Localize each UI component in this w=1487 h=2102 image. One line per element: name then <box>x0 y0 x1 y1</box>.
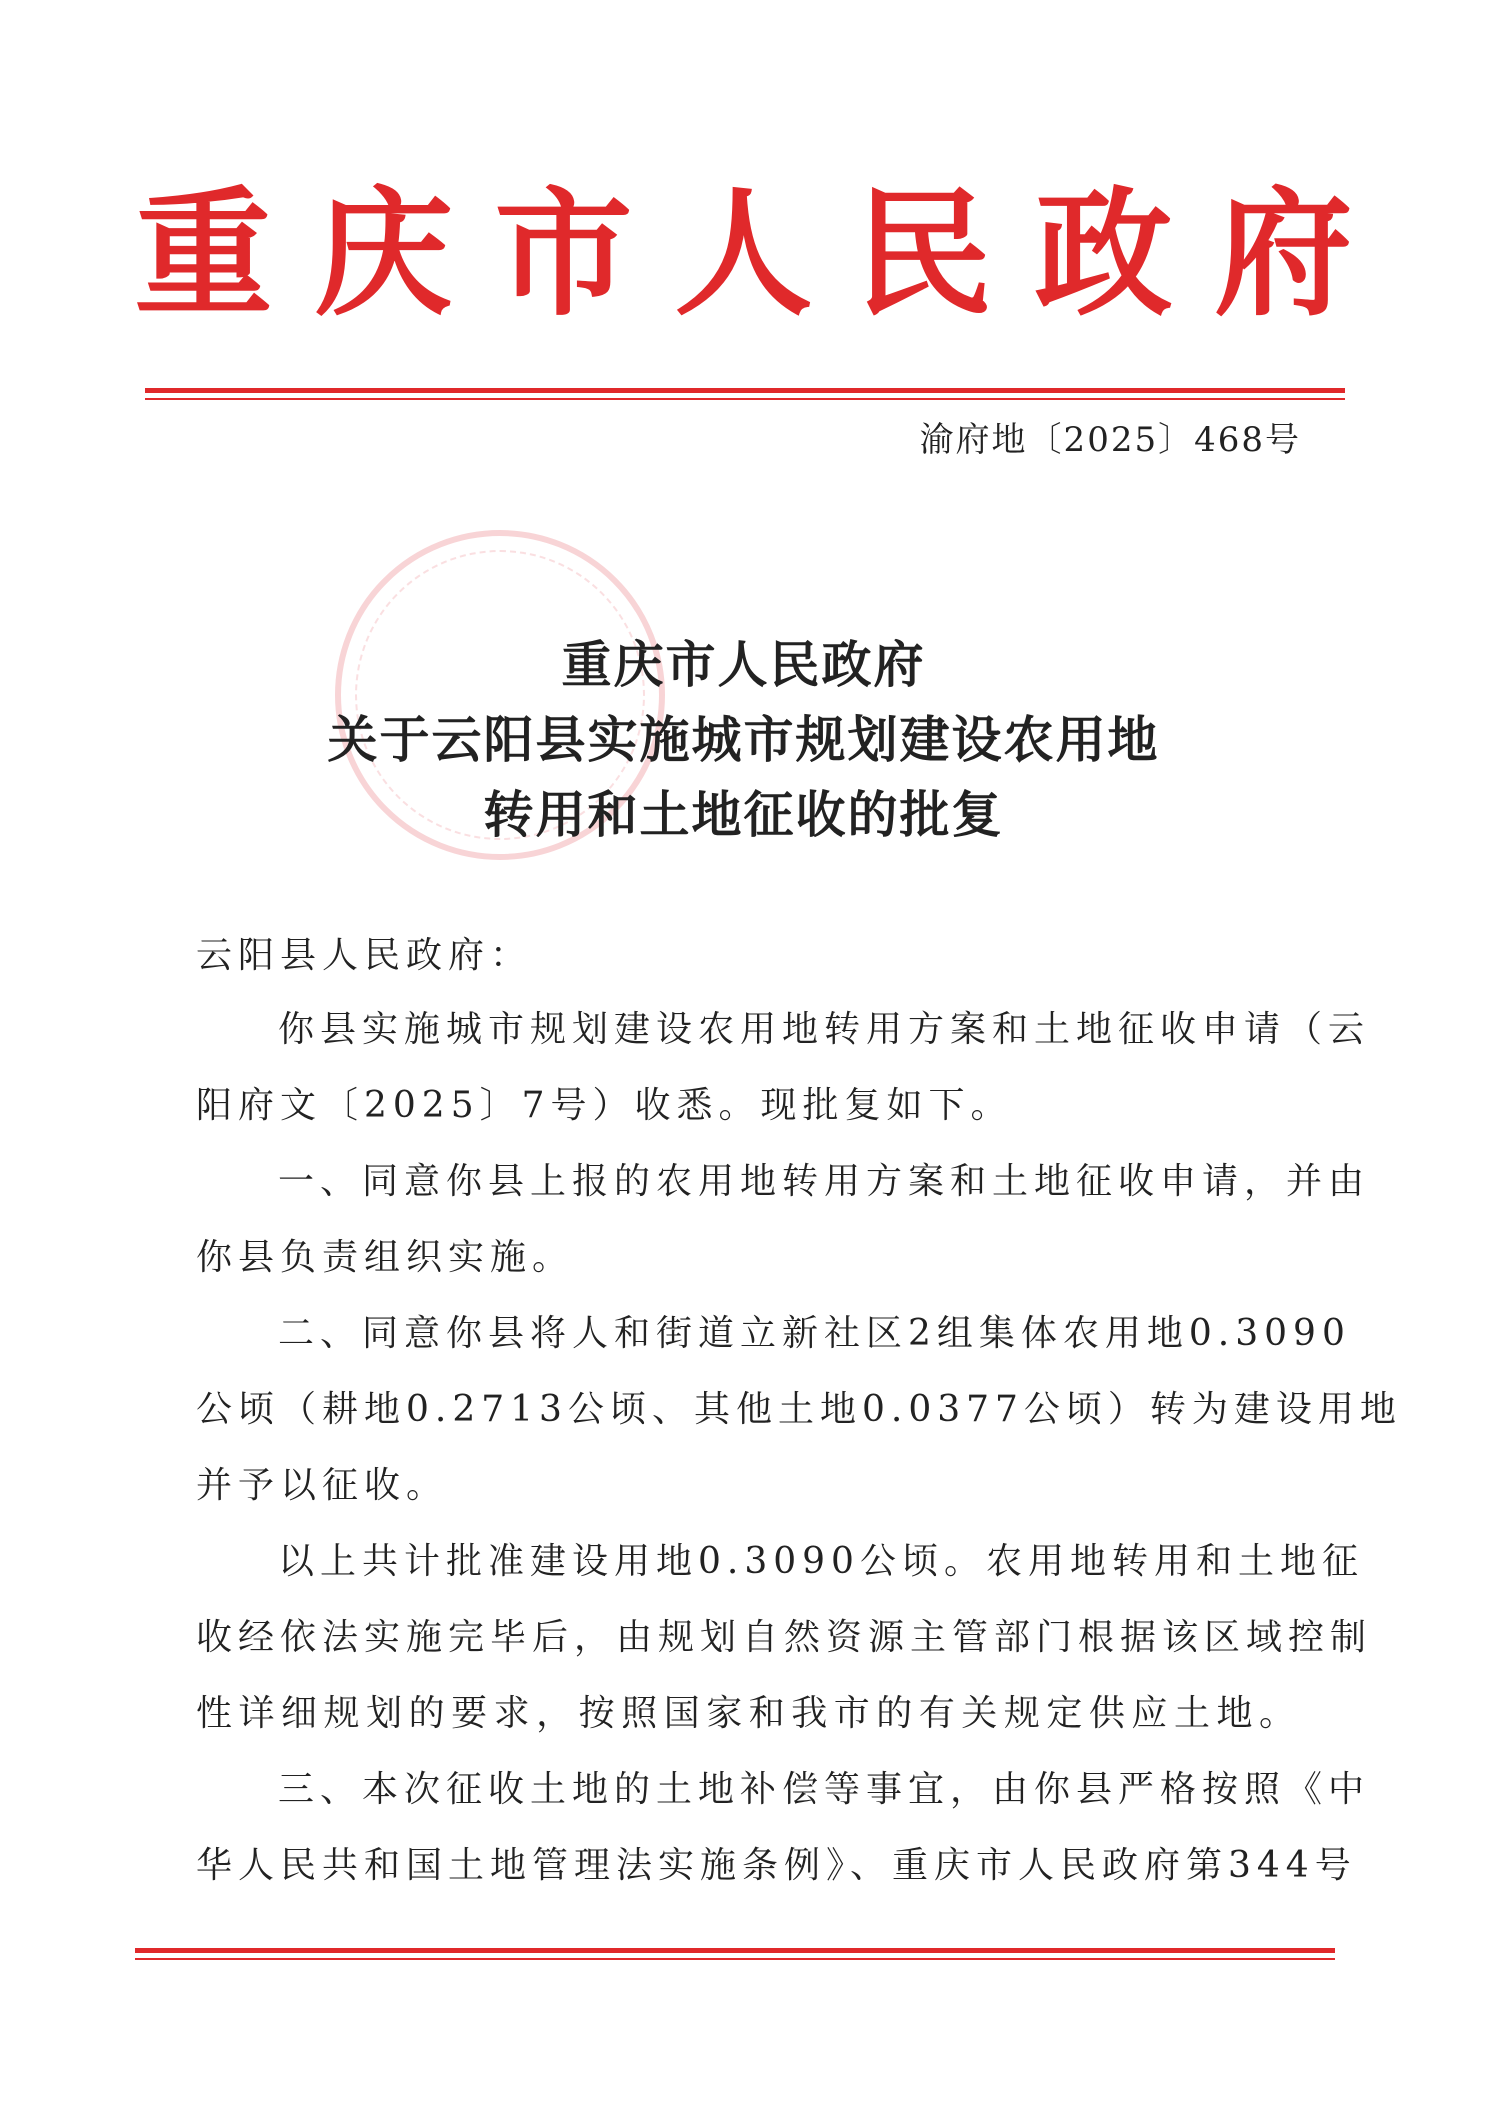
body-line-7: 并予以征收。 <box>196 1465 449 1506</box>
document-title-line-3: 转用和土地征收的批复 <box>483 786 1004 844</box>
masthead-issuer: 重庆市人民政府 <box>134 172 1395 335</box>
body-line-2: 阳府文〔2025〕7号）收悉。现批复如下。 <box>196 1085 1013 1126</box>
body-line-6: 公顷（耕地0.2713公顷、其他土地0.0377公顷）转为建设用地 <box>196 1389 1402 1430</box>
document-number: 渝府地〔2025〕468号 <box>919 420 1301 460</box>
body-line-8: 以上共计批准建设用地0.3090公顷。农用地转用和土地征 <box>278 1541 1364 1582</box>
body-line-4: 你县负责组织实施。 <box>196 1237 575 1278</box>
masthead-divider-thin <box>145 398 1345 400</box>
document-title-line-2: 关于云阳县实施城市规划建设农用地 <box>327 711 1160 769</box>
masthead-divider-thick <box>145 388 1345 393</box>
body-line-12: 华人民共和国土地管理法实施条例》、重庆市人民政府第344号 <box>196 1845 1357 1886</box>
footer-divider-thin <box>135 1958 1335 1960</box>
body-line-1: 你县实施城市规划建设农用地转用方案和土地征收申请（云 <box>278 1009 1371 1050</box>
salutation: 云阳县人民政府： <box>196 935 533 976</box>
body-line-5: 二、同意你县将人和街道立新社区2组集体农用地0.3090 <box>278 1313 1351 1354</box>
body-line-9: 收经依法实施完毕后，由规划自然资源主管部门根据该区域控制 <box>196 1617 1373 1658</box>
document-title-line-1: 重庆市人民政府 <box>561 636 926 694</box>
body-line-3: 一、同意你县上报的农用地转用方案和土地征收申请，并由 <box>278 1161 1371 1202</box>
body-line-10: 性详细规划的要求，按照国家和我市的有关规定供应土地。 <box>196 1693 1301 1734</box>
footer-divider-thick <box>135 1948 1335 1953</box>
body-line-11: 三、本次征收土地的土地补偿等事宜，由你县严格按照《中 <box>278 1769 1371 1810</box>
